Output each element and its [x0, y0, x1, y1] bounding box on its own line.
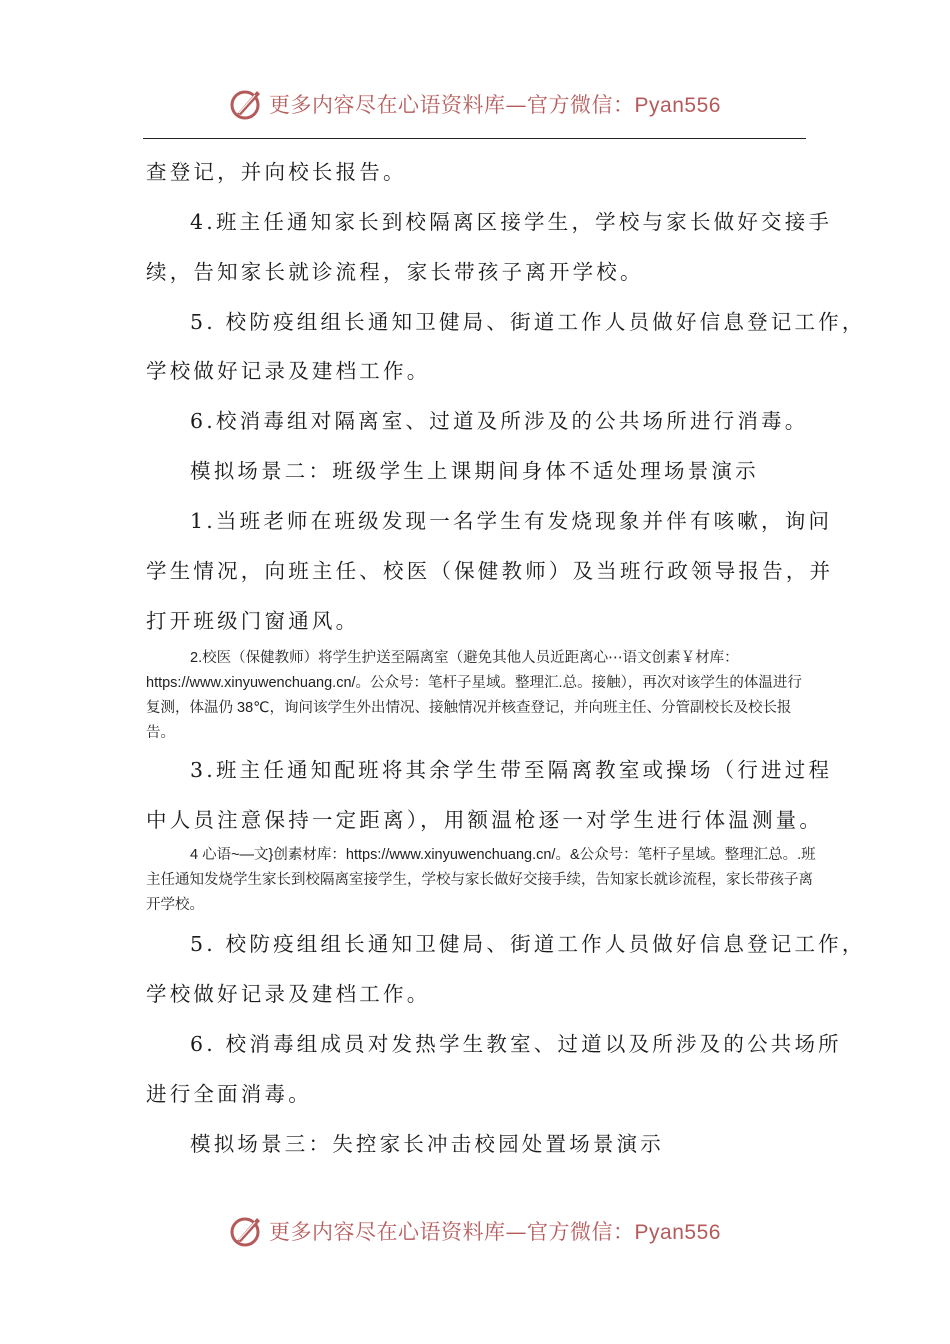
section-heading: 模拟场景二：班级学生上课期间身体不适处理场景演示 [190, 459, 759, 483]
body-line: 进行全面消毒。 [146, 1082, 312, 1106]
body-line: 5. 校防疫组组长通知卫健局、街道工作人员做好信息登记工作， [190, 310, 866, 334]
body-line: 6. 校消毒组成员对发热学生教室、过道以及所涉及的公共场所 [190, 1032, 842, 1056]
body-line: 1.当班老师在班级发现一名学生有发烧现象并伴有咳嗽，询问 [190, 509, 833, 533]
section-heading: 模拟场景三：失控家长冲击校园处置场景演示 [190, 1132, 664, 1156]
body-line: 查登记，并向校长报告。 [146, 160, 407, 184]
body-line: 打开班级门窗通风。 [146, 609, 360, 633]
body-line: 续，告知家长就诊流程，家长带孩子离开学校。 [146, 260, 644, 284]
body-line: 4.班主任通知家长到校隔离区接学生，学校与家长做好交接手 [190, 210, 833, 234]
body-line: 学生情况，向班主任、校医（保健教师）及当班行政领导报告，并 [146, 559, 834, 583]
body-line: 6.校消毒组对隔离室、过道及所涉及的公共场所进行消毒。 [190, 409, 809, 433]
header-divider [143, 138, 806, 139]
body-line: 学校做好记录及建档工作。 [146, 982, 431, 1006]
body-line: 学校做好记录及建档工作。 [146, 359, 431, 383]
footer-banner [0, 1211, 950, 1251]
small-paragraph: 2.校医（保健教师）将学生护送至隔离室（避免其他人员近距离心⋯语文创素￥材库：https://www.xinyuwenchuang.cn/。公众号：笔杆子星域。整理汇.总。接触），再次对该学生的体温进行复测，体温仍 38℃，询问该学生外出情况、接触情况并核查登记，并向班主任、分管副校长及校长报告。 [146, 650, 802, 741]
body-line: 5. 校防疫组组长通知卫健局、街道工作人员做好信息登记工作， [190, 932, 866, 956]
quill-logo-icon [229, 87, 263, 121]
footer-banner-text: 更多内容尽在心语资料库—官方微信：Pyan556 [269, 1220, 721, 1244]
quill-logo-icon [229, 1214, 263, 1248]
header-banner-text: 更多内容尽在心语资料库—官方微信：Pyan556 [269, 93, 721, 117]
body-line: 中人员注意保持一定距离），用额温枪逐一对学生进行体温测量。 [146, 808, 824, 832]
small-paragraph: 4 心语~—文}创素材库：https://www.xinyuwenchuang.cn/。&公众号：笔杆子星域。整理汇总。.班主任通知发烧学生家长到校隔离室接学生，学校与家长做好交接手续，告知家长就诊流程，家长带孩子离开学校。 [146, 847, 816, 913]
body-line: 3.班主任通知配班将其余学生带至隔离教室或操场（行进过程 [190, 758, 833, 782]
header-banner [0, 84, 950, 124]
